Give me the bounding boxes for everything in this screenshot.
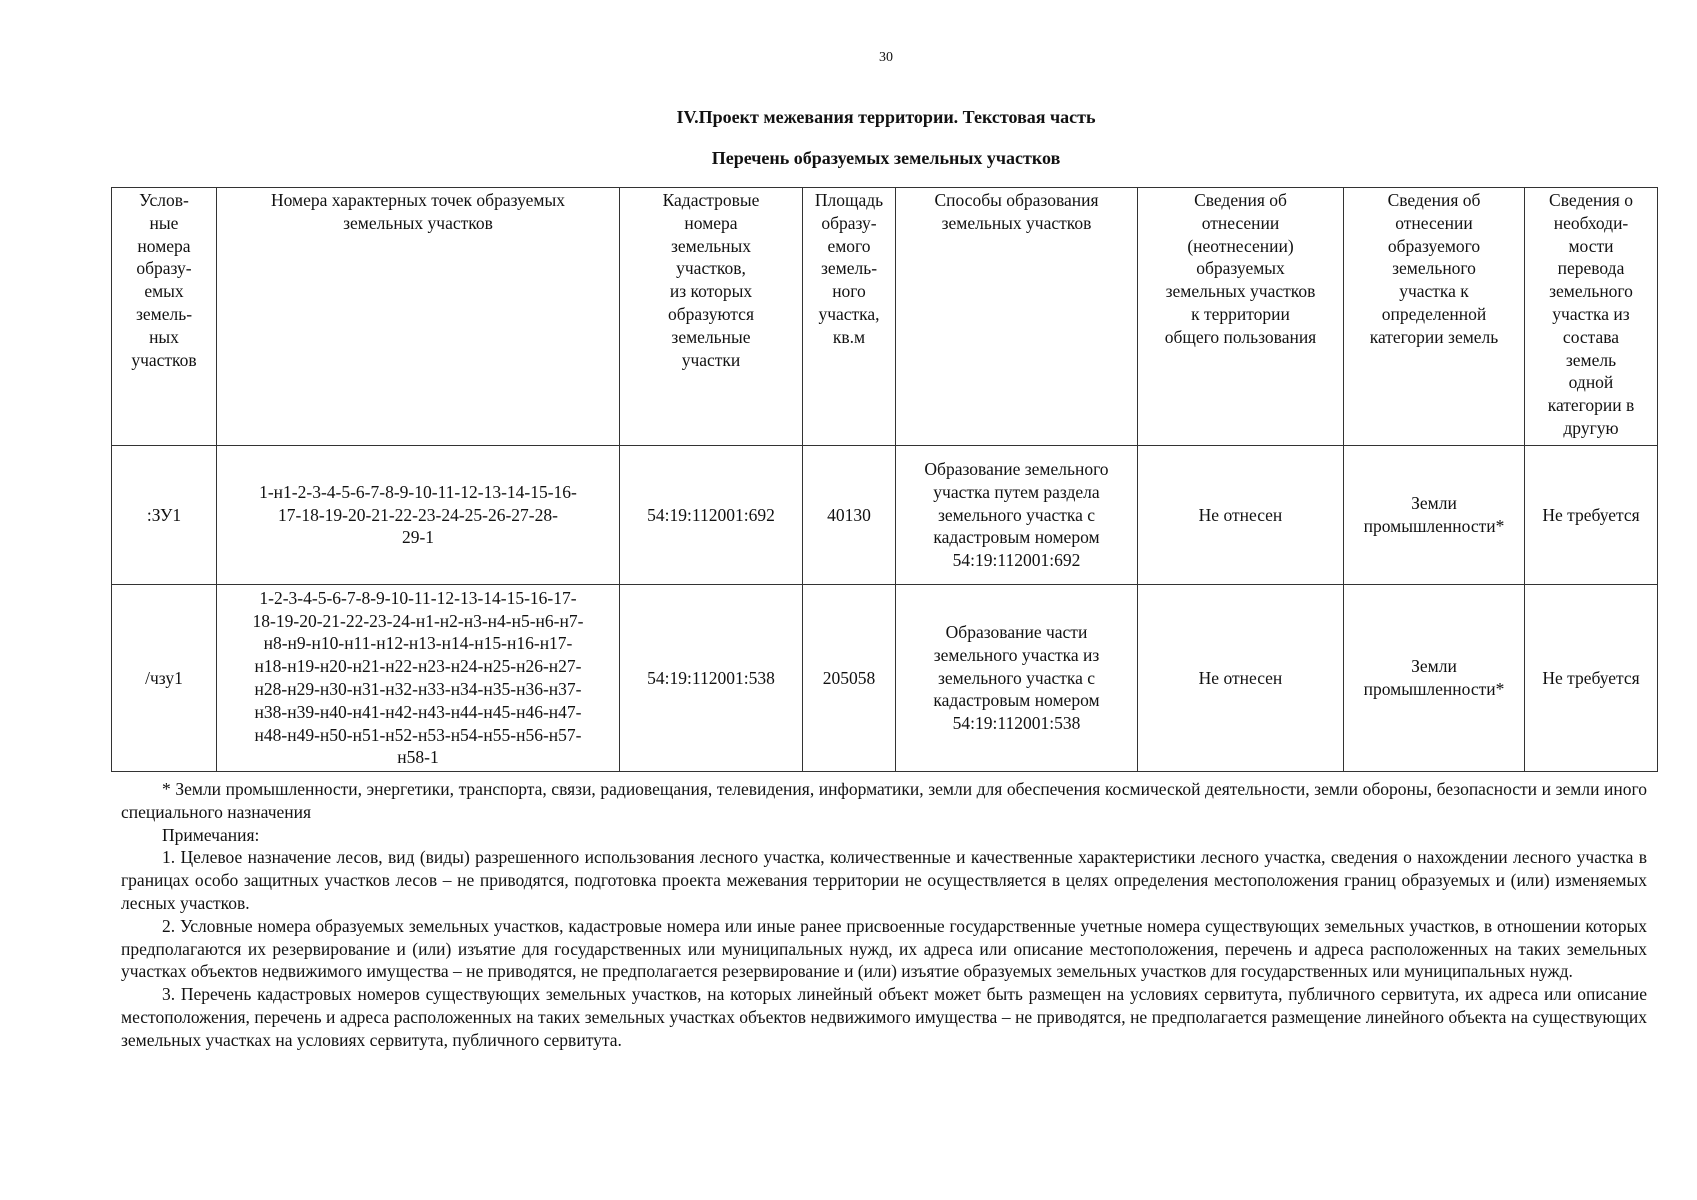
note-item: 1. Целевое назначение лесов, вид (виды) разрешенного использования лесного участка, количественные и качественные характеристики лесного участка, сведения о нахождении лесного участка в границах особо защитных участков лесов – не приводятся, подготовка проекта межевания территории не осуществляется в целях определения местоположения границ образуемых и (или) изменяемых лесных участков. bbox=[121, 847, 1647, 913]
table-header-row bbox=[112, 188, 1658, 446]
notes-section bbox=[121, 778, 1647, 1052]
header-category-transfer: Сведения о необходи- мости перевода земельного участка из состава земель одной категории в другую bbox=[1525, 188, 1658, 446]
header-cadastral-numbers: Кадастровые номера земельных участков, из которых образуются земельные участки bbox=[620, 188, 803, 446]
cell-characteristic-points: 1-н1-2-3-4-5-6-7-8-9-10-11-12-13-14-15-16- 17-18-19-20-21-22-23-24-25-26-27-28- 29-1 bbox=[217, 446, 620, 585]
parcels-table bbox=[111, 187, 1658, 772]
header-characteristic-points: Номера характерных точек образуемых земельных участков bbox=[217, 188, 620, 446]
header-land-category: Сведения об отнесении образуемого земельного участка к определенной категории земель bbox=[1344, 188, 1525, 446]
cell-cadastral-number: 54:19:112001:692 bbox=[620, 446, 803, 585]
cell-area: 40130 bbox=[803, 446, 896, 585]
page-number: 30 bbox=[879, 50, 893, 65]
header-conditional-number: Услов- ные номера образу- емых земель- ных участков bbox=[112, 188, 217, 446]
cell-conditional-number: :ЗУ1 bbox=[112, 446, 217, 585]
header-public-use: Сведения об отнесении (неотнесении) образуемых земельных участков к территории общего пользования bbox=[1138, 188, 1344, 446]
cell-land-category: Земли промышленности* bbox=[1344, 585, 1525, 772]
cell-public-use: Не отнесен bbox=[1138, 585, 1344, 772]
table-title: Перечень образуемых земельных участков bbox=[711, 148, 1061, 168]
cell-category-transfer: Не требуется bbox=[1525, 446, 1658, 585]
table-row bbox=[112, 585, 1658, 772]
cell-cadastral-number: 54:19:112001:538 bbox=[620, 585, 803, 772]
note-item: 3. Перечень кадастровых номеров существующих земельных участков, на которых линейный объект может быть размещен на условиях сервитута, публичного сервитута, их адреса или описание местоположения, перечень и адреса расположенных на таких земельных участках объектов недвижимого имущества – не приводятся, не предполагается размещение линейного объекта на существующих земельных участках на условиях сервитута, публичного сервитута. bbox=[121, 984, 1647, 1050]
cell-formation-method: Образование части земельного участка из земельного участка с кадастровым номером 54:19:112001:538 bbox=[896, 585, 1138, 772]
notes-heading: Примечания: bbox=[162, 824, 260, 845]
page-title: IV.Проект межевания территории. Текстовая часть bbox=[676, 107, 1096, 127]
footnote: * Земли промышленности, энергетики, транспорта, связи, радиовещания, телевидения, информатики, земли для обеспечения космической деятельности, земли обороны, безопасности и земли иного специального назначения bbox=[121, 779, 1647, 822]
header-area: Площадь образу- емого земель- ного участка, кв.м bbox=[803, 188, 896, 446]
table-row bbox=[112, 446, 1658, 585]
cell-land-category: Земли промышленности* bbox=[1344, 446, 1525, 585]
cell-category-transfer: Не требуется bbox=[1525, 585, 1658, 772]
header-formation-methods: Способы образования земельных участков bbox=[896, 188, 1138, 446]
cell-conditional-number: /чзу1 bbox=[112, 585, 217, 772]
cell-area: 205058 bbox=[803, 585, 896, 772]
note-item: 2. Условные номера образуемых земельных участков, кадастровые номера или иные ранее присвоенные государственные учетные номера существующих земельных участков, в отношении которых предполагаются их резервирование и (или) изъятие для государственных или муниципальных нужд, их адреса или описание местоположения, перечень и адреса расположенных на таких земельных участках объектов недвижимого имущества – не приводятся, не предполагается резервирование и (или) изъятие образуемых земельных участков для государственных или муниципальных нужд. bbox=[121, 915, 1647, 982]
cell-characteristic-points: 1-2-3-4-5-6-7-8-9-10-11-12-13-14-15-16-17- 18-19-20-21-22-23-24-н1-н2-н3-н4-н5-н6-н7- н8-н9-н10-н11-н12-н13-н14-н15-н16-н17- н18-н19-н20-н21-н22-н23-н24-н25-н26-н27- н28-н29-н30-н31-н32-н33-н34-н35-н36-н37- н38-н39-н40-н41-н42-н43-н44-н45-н46-н47- н48-н49-н50-н51-н52-н53-н54-н55-н56-н57- н58-1 bbox=[217, 585, 620, 772]
cell-public-use: Не отнесен bbox=[1138, 446, 1344, 585]
cell-formation-method: Образование земельного участка путем раздела земельного участка с кадастровым номером 54:19:112001:692 bbox=[896, 446, 1138, 585]
